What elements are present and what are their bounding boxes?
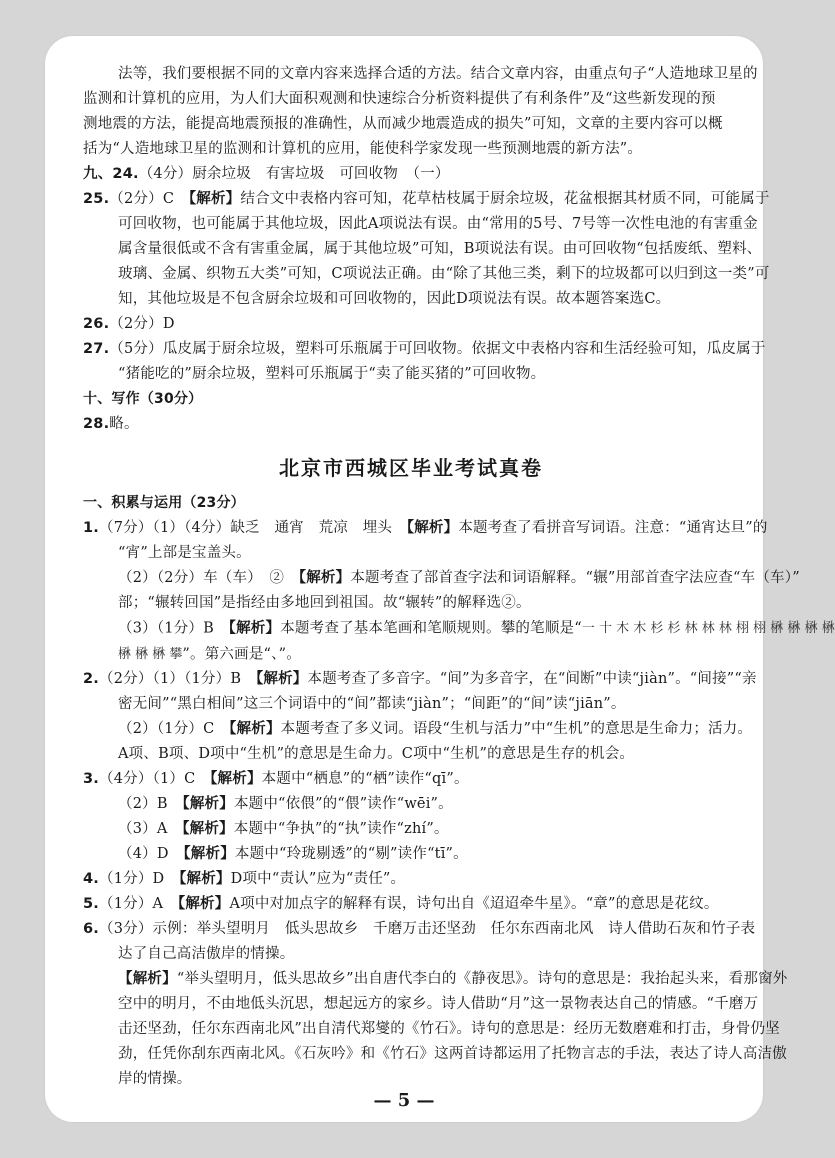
analysis-text: A项中对加点字的解释有误，诗句出自《迢迢牵牛星》。“章”的意思是花纹。 — [229, 896, 719, 912]
answer-text: （2）（2分）车（车） ② — [118, 570, 299, 586]
sub-answer — [83, 792, 739, 817]
answer-text: （2）B — [118, 796, 183, 812]
sub-answer — [83, 817, 739, 842]
answer-text: （3）A — [118, 821, 183, 837]
answer-text: （4分）厨余垃圾 有害垃圾 可回收物 （一） — [138, 166, 450, 182]
analysis-tag: 【解析】 — [228, 620, 281, 637]
answer-text: （4）D — [118, 846, 184, 862]
analysis-tag: 【解析】 — [182, 796, 234, 812]
analysis-tag: 【解析】 — [177, 896, 230, 912]
text-line: 法等，我们要根据不同的文章内容来选择合适的方法。结合文章内容，由重点句子“人造地球卫星的 — [118, 66, 758, 82]
sub-answer — [83, 717, 753, 742]
analysis-text: 结合文中表格内容可知，花草枯枝属于厨余垃圾，花盆根据其材质不同，可能属于 — [240, 191, 770, 207]
text-line: 测地震的方法，能提高地震预报的准确性，从而减少地震造成的损失”可知，文章的主要内容可以概 — [83, 116, 723, 132]
text-line: “猪能吃的”厨余垃圾，塑料可乐瓶属于“卖了能买猪的”可回收物。 — [118, 366, 546, 382]
question-number: 5. — [83, 896, 99, 912]
analysis-text: 本题考查了部首查字法和词语解释。“辗”用部首查字法应查“车（车）” — [350, 570, 800, 586]
page-number: — 5 — — [373, 1090, 435, 1111]
question-number: 九、24. — [83, 166, 139, 182]
exam-title: 北京市西城区毕业考试真卷 — [279, 456, 543, 480]
question-number: 2. — [83, 671, 99, 687]
stroke-order-sequence: 楙 楙 楙 攀 — [118, 646, 183, 662]
question-3 — [83, 767, 739, 792]
answer-text: （7分）（1）（4分）缺乏 通宵 荒凉 埋头 — [99, 520, 407, 536]
text-line — [83, 642, 739, 668]
question-24 — [83, 162, 739, 187]
question-number: 26. — [83, 316, 110, 332]
answer-text: （3）（1分）B — [118, 620, 229, 637]
analysis-tag: 【解析】 — [298, 570, 351, 586]
text-line: A项、B项、D项中“生机”的意思是生命力。C项中“生机”的意思是生存的机会。 — [118, 746, 635, 762]
question-number: 3. — [83, 771, 99, 787]
document-page — [45, 36, 835, 1122]
text-line: “宵”上部是宝盖头。 — [118, 545, 251, 561]
text-line: 可回收物，也可能属于其他垃圾，因此A项说法有误。由“常用的5号、7号等一次性电池的有害重金 — [118, 216, 758, 232]
question-6 — [83, 917, 756, 942]
analysis-paragraph — [83, 967, 788, 992]
analysis-text: 本题中“栖息”的“栖”读作“qī”。 — [261, 771, 469, 787]
sub-answer — [83, 566, 800, 591]
analysis-text: 本题考查了多义词。语段“生机与活力”中“生机”的意思是生命力；活力。 — [280, 721, 753, 737]
question-1 — [83, 516, 768, 541]
answer-text: （4分）（1）C — [99, 771, 211, 787]
analysis-text: D项中“责认”应为“责任”。 — [230, 871, 406, 887]
answer-text: （1分）D — [99, 871, 180, 887]
analysis-tag: 【解析】 — [183, 846, 235, 862]
question-5 — [83, 892, 739, 917]
answer-text: （3分）示例：举头望明月 低头思故乡 千磨万击还坚劲 任尔东西南北风 诗人借助石灰和竹子表 — [99, 921, 756, 937]
sub-answer — [83, 842, 739, 867]
analysis-tag: 【解析】 — [255, 671, 308, 687]
stroke-order-sequence: 一 十 木 木 杉 杉 林 林 林 栩 栩 楙 楙 楙 楙 — [581, 621, 835, 636]
question-number: 6. — [83, 921, 99, 937]
question-27 — [83, 337, 766, 362]
answer-text: （2分）C — [109, 191, 189, 207]
text-line: 空中的明月，不由地低头沉思，想起远方的家乡。诗人借助“月”这一景物表达自己的情感。“千磨万 — [118, 996, 759, 1012]
answer-text: （2分）（1）（1分）B — [99, 671, 256, 687]
answer-text: （1分）A — [99, 896, 178, 912]
answer-text: （2分）D — [109, 316, 175, 332]
text-line: 击还坚劲，任尔东西南北风”出自清代郑燮的《竹石》。诗句的意思是：经历无数磨难和打击，身骨仍坚 — [118, 1021, 780, 1037]
sub-answer — [83, 616, 835, 642]
text-line: 达了自己高洁傲岸的情操。 — [118, 946, 295, 962]
text-line: 括为“人造地球卫星的监测和计算机的应用，能使科学家发现一些预测地震的新方法”。 — [83, 141, 643, 157]
analysis-text: “举头望明月，低头思故乡”出自唐代李白的《静夜思》。诗句的意思是：我抬起头来，看那窗外 — [176, 971, 788, 987]
text-line: 玻璃、金属、织物五大类”可知，C项说法正确。由“除了其他三类，剩下的垃圾都可以归到这一类”可 — [118, 266, 770, 282]
analysis-tag: 【解析】 — [406, 520, 459, 536]
answer-text: 略。 — [109, 416, 139, 432]
analysis-tag: 【解析】 — [118, 971, 177, 987]
analysis-text: 本题考查了多音字。“间”为多音字，在“间断”中读“jiàn”。“间接”“亲 — [307, 671, 757, 687]
analysis-tag: 【解析】 — [229, 721, 281, 737]
answer-text: （2）（1分）C — [118, 721, 230, 737]
question-number: 28. — [83, 416, 110, 432]
question-number: 27. — [83, 341, 110, 357]
section-heading: 十、写作（30分） — [83, 391, 203, 407]
page-content — [83, 62, 835, 1092]
text-line: 岸的情操。 — [118, 1071, 192, 1087]
question-25 — [83, 187, 770, 212]
analysis-text: 本题中“争执”的“执”读作“zhí”。 — [233, 821, 449, 837]
text-line: 密无间”“黑白相间”这三个词语中的“间”都读“jiàn”；“间距”的“间”读“jiān”。 — [118, 696, 626, 712]
question-number: 4. — [83, 871, 99, 887]
question-number: 25. — [83, 191, 110, 207]
text-line: 监测和计算机的应用，为人们大面积观测和快速综合分析资料提供了有利条件”及“这些新发现的预 — [83, 91, 716, 107]
text-line: 知，其他垃圾是不包含厨余垃圾和可回收物的，因此D项说法有误。故本题答案选C。 — [118, 291, 671, 307]
question-number: 1. — [83, 520, 99, 536]
analysis-tag: 【解析】 — [179, 871, 231, 887]
analysis-tag: 【解析】 — [182, 821, 234, 837]
question-26 — [83, 312, 739, 337]
analysis-tag: 【解析】 — [188, 191, 241, 207]
text-line: 部；“辗转回国”是指经由多地回到祖国。故“辗转”的解释选②。 — [118, 595, 531, 611]
text-line: 劲，任凭你刮东西南北风。《石灰吟》和《竹石》这两首诗都运用了托物言志的手法，表达了诗人高洁傲 — [118, 1046, 787, 1062]
question-4 — [83, 867, 739, 892]
text-line: 属含量很低或不含有害重金属，属于其他垃圾”可知，B项说法有误。由可回收物“包括废纸、塑料、 — [118, 241, 762, 257]
question-28 — [83, 412, 739, 437]
question-2 — [83, 667, 757, 692]
analysis-text: 本题中“玲珑剔透”的“剔”读作“tī”。 — [234, 846, 468, 862]
analysis-text: 本题考查了基本笔画和笔顺规则。攀的笔顺是“ — [280, 620, 582, 637]
section-heading: 一、积累与运用（23分） — [83, 495, 245, 511]
answer-text: （5分）瓜皮属于厨余垃圾，塑料可乐瓶属于可回收物。依据文中表格内容和生活经验可知，瓜皮属于 — [109, 341, 766, 357]
analysis-tag: 【解析】 — [210, 771, 262, 787]
analysis-text: ”。第六画是“、”。 — [182, 646, 301, 662]
analysis-text: 本题中“依偎”的“偎”读作“wēi”。 — [233, 796, 453, 812]
analysis-text: 本题考查了看拼音写词语。注意：“通宵达旦”的 — [458, 520, 768, 536]
